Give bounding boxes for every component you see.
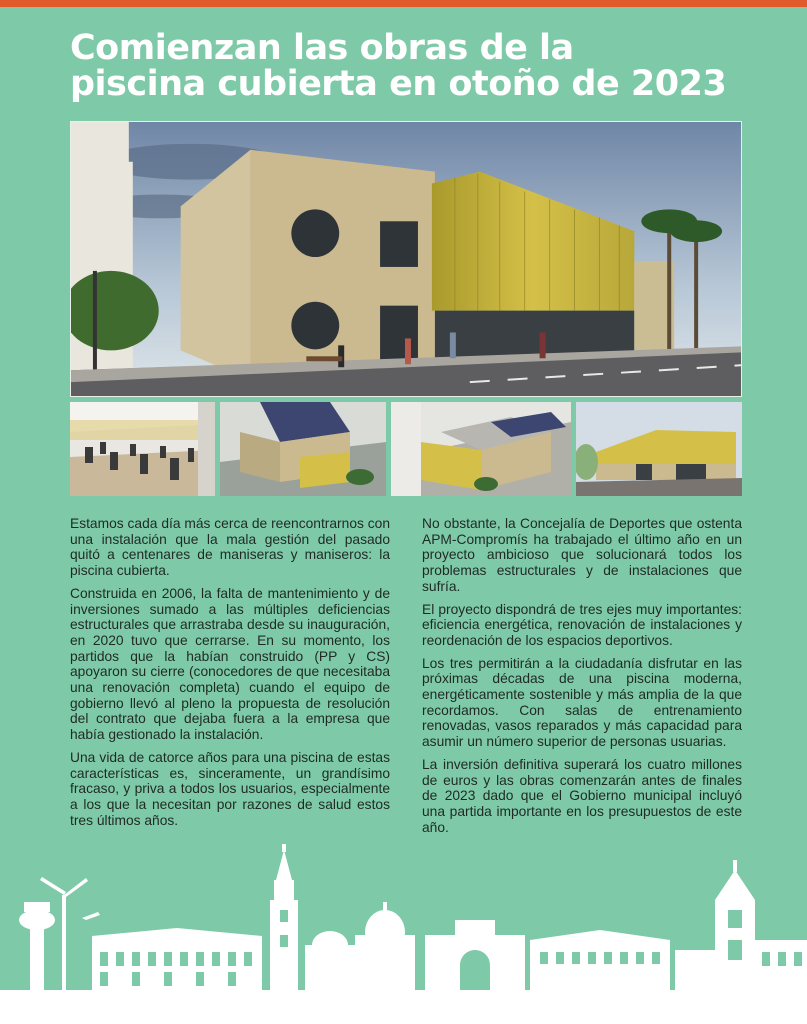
- building-rendering-image: [70, 121, 742, 397]
- paragraph: Los tres permitirán a la ciudadanía disfrutar en las próximas décadas de una piscina moderna, energéticamente sostenible y más amplia de la que recordamos. Con salas de entrenamiento renovadas, vasos reparados y más capacidad para asumir un número superior de personas usuarias.: [422, 655, 742, 750]
- paragraph: Estamos cada día más cerca de reencontrarnos con una instalación que la mala gestión del pasado quitó a centenares de maniseras y maniseros: la piscina cubierta.: [70, 516, 390, 579]
- aerial-view-image-2: [391, 402, 571, 496]
- paragraph: No obstante, la Concejalía de Deportes que ostenta APM-Compromís ha trabajado el último año en un proyecto ambicioso que solucionará todos los problemas estructurales y de instalaciones que sufría.: [422, 516, 742, 594]
- paragraph: La inversión definitiva superará los cuatro millones de euros y las obras comenzarán antes de finales de 2023 dado que el Gobierno municipal incluyó una partida importante en los presupuestos de este año.: [422, 756, 742, 835]
- page-title: [70, 30, 790, 102]
- street-view-image: [576, 402, 742, 496]
- article-column-left: [70, 516, 390, 835]
- paragraph: El proyecto dispondrá de tres ejes muy importantes: eficiencia energética, renovación de instalaciones y reordenación de los espacios deportivos.: [422, 601, 742, 648]
- article-column-right: [422, 516, 742, 842]
- aerial-view-image-1: [220, 402, 386, 496]
- gym-interior-image: [70, 402, 215, 496]
- city-skyline-illustration: [0, 840, 807, 1024]
- accent-bar: [0, 0, 807, 7]
- paragraph: Construida en 2006, la falta de mantenimiento y de inversiones sumado a las múltiples deficiencias estructurales que arrastraba desde su inauguración, en 2020 tuvo que cerrarse. En su momento, los partidos que la habían construido (PP y CS) apoyaron su cierre (conocedores de que necesitaba una renovación completa) cuando el equipo de gobierno llevó al pleno la propuesta de resolución del contrato que dejaba fuera a la empresa que había gestionado la instalación.: [70, 585, 390, 743]
- paragraph: Una vida de catorce años para una piscina de estas características es, sinceramente, un grandísimo fracaso, y priva a todos los usuarios, especialmente a los que la necesitan por razones de salud estos tres últimos años.: [70, 749, 390, 828]
- title-line-2: piscina cubierta en otoño de 2023: [70, 64, 727, 104]
- title-line-1: Comienzan las obras de la: [70, 28, 574, 68]
